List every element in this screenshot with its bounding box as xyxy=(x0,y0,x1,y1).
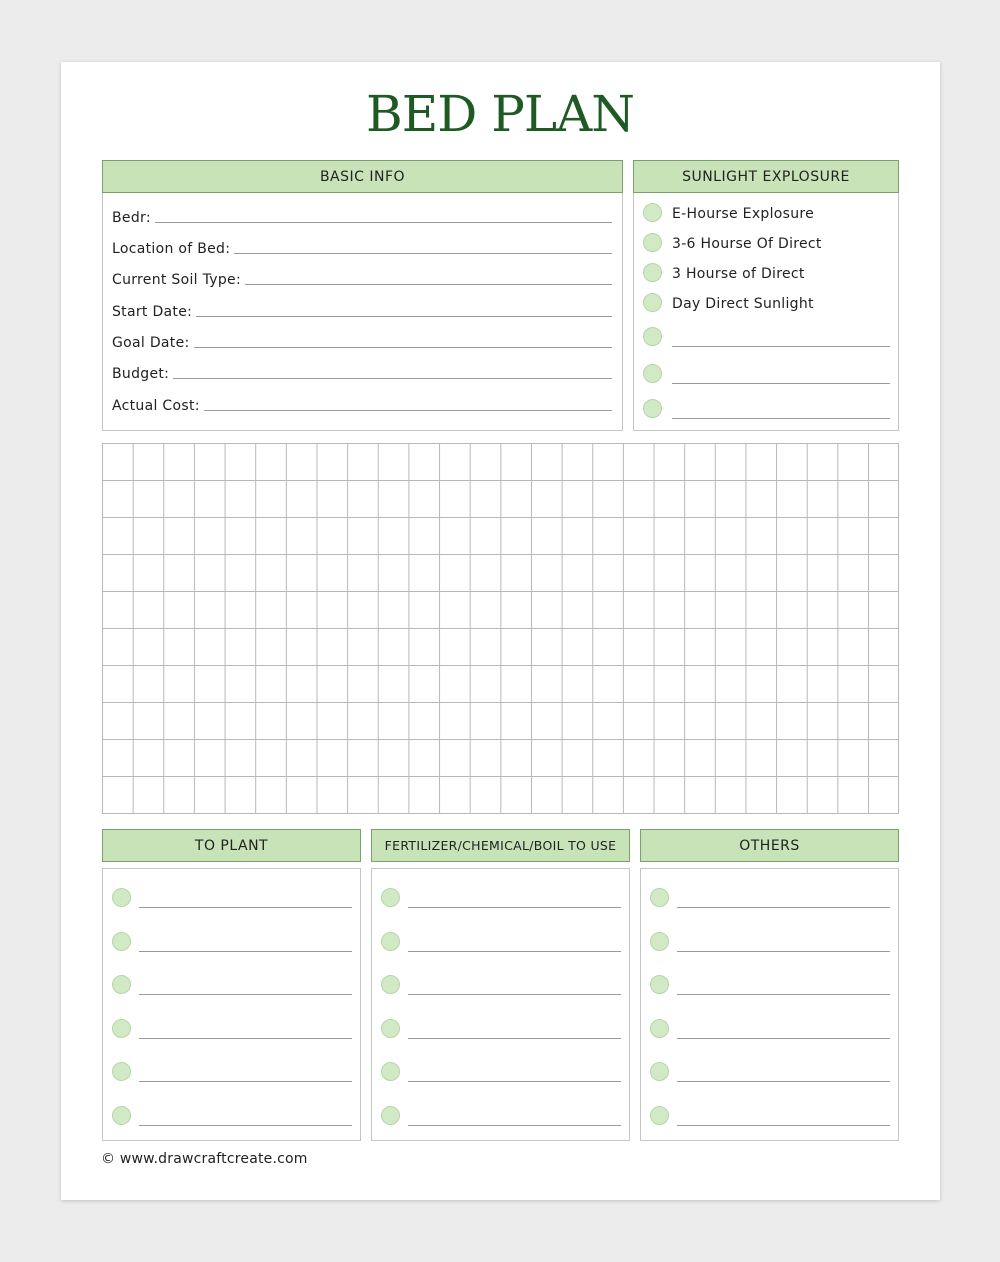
field-label: Location of Bed: xyxy=(112,241,231,257)
writing-line[interactable] xyxy=(139,994,352,995)
field-label: Start Date: xyxy=(112,304,193,320)
checkbox-circle[interactable] xyxy=(650,1106,669,1125)
to-plant-header: TO PLANT xyxy=(102,829,361,862)
checkbox-circle[interactable] xyxy=(381,1106,400,1125)
checkbox-circle[interactable] xyxy=(381,975,400,994)
field-label: Goal Date: xyxy=(112,335,190,351)
basic-info-header: BASIC INFO xyxy=(102,160,623,193)
writing-line[interactable] xyxy=(672,383,890,384)
page-title: BED PLAN xyxy=(366,85,634,143)
to-plant-panel xyxy=(102,868,361,1141)
writing-line[interactable] xyxy=(408,907,621,908)
writing-line[interactable] xyxy=(677,1125,890,1126)
others-panel xyxy=(640,868,899,1141)
writing-line[interactable] xyxy=(139,1125,352,1126)
field-budget[interactable] xyxy=(112,362,612,382)
field-label: Current Soil Type: xyxy=(112,272,241,288)
checkbox-circle[interactable] xyxy=(381,1062,400,1081)
field-label: Budget: xyxy=(112,366,170,382)
sunlight-header: SUNLIGHT EXPLOSURE xyxy=(633,160,899,193)
checkbox-circle[interactable] xyxy=(643,364,662,383)
field-location[interactable] xyxy=(112,237,612,257)
writing-line xyxy=(173,378,612,379)
writing-line[interactable] xyxy=(408,1125,621,1126)
sunlight-option: Day Direct Sunlight xyxy=(672,296,814,312)
checkbox-circle[interactable] xyxy=(643,203,662,222)
writing-line[interactable] xyxy=(139,1081,352,1082)
checkbox-circle[interactable] xyxy=(643,233,662,252)
checkbox-circle[interactable] xyxy=(112,1019,131,1038)
writing-line[interactable] xyxy=(677,907,890,908)
fertilizer-panel xyxy=(371,868,630,1141)
bed-layout-grid[interactable] xyxy=(102,443,899,814)
checkbox-circle[interactable] xyxy=(381,932,400,951)
writing-line[interactable] xyxy=(408,994,621,995)
writing-line xyxy=(194,347,612,348)
field-label: Bedr: xyxy=(112,210,151,226)
writing-line[interactable] xyxy=(408,1081,621,1082)
checkbox-circle[interactable] xyxy=(112,932,131,951)
field-bedr[interactable] xyxy=(112,206,612,226)
checkbox-circle[interactable] xyxy=(112,888,131,907)
writing-line xyxy=(196,316,612,317)
writing-line xyxy=(234,253,612,254)
writing-line[interactable] xyxy=(672,346,890,347)
footer-credit: © www.drawcraftcreate.com xyxy=(101,1151,308,1167)
writing-line[interactable] xyxy=(672,418,890,419)
sunlight-option: 3 Hourse of Direct xyxy=(672,266,805,282)
field-label: Actual Cost: xyxy=(112,398,200,414)
checkbox-circle[interactable] xyxy=(381,1019,400,1038)
checkbox-circle[interactable] xyxy=(650,975,669,994)
sunlight-option: 3-6 Hourse Of Direct xyxy=(672,236,822,252)
writing-line[interactable] xyxy=(408,1038,621,1039)
checkbox-circle[interactable] xyxy=(112,1062,131,1081)
writing-line[interactable] xyxy=(677,994,890,995)
checkbox-circle[interactable] xyxy=(112,975,131,994)
writing-line[interactable] xyxy=(139,1038,352,1039)
checkbox-circle[interactable] xyxy=(643,399,662,418)
checkbox-circle[interactable] xyxy=(650,888,669,907)
field-actual-cost[interactable] xyxy=(112,394,612,414)
field-goal-date[interactable] xyxy=(112,331,612,351)
others-header: OTHERS xyxy=(640,829,899,862)
checkbox-circle[interactable] xyxy=(643,293,662,312)
writing-line[interactable] xyxy=(677,951,890,952)
field-start-date[interactable] xyxy=(112,300,612,320)
writing-line[interactable] xyxy=(139,907,352,908)
writing-line xyxy=(245,284,612,285)
field-soil-type[interactable] xyxy=(112,268,612,288)
writing-line xyxy=(204,410,612,411)
writing-line[interactable] xyxy=(677,1038,890,1039)
checkbox-circle[interactable] xyxy=(643,327,662,346)
checkbox-circle[interactable] xyxy=(650,932,669,951)
writing-line xyxy=(155,222,612,223)
writing-line[interactable] xyxy=(408,951,621,952)
fertilizer-header: FERTILIZER/CHEMICAL/BOIL TO USE xyxy=(371,829,630,862)
checkbox-circle[interactable] xyxy=(381,888,400,907)
checkbox-circle[interactable] xyxy=(650,1019,669,1038)
writing-line[interactable] xyxy=(677,1081,890,1082)
checkbox-circle[interactable] xyxy=(643,263,662,282)
checkbox-circle[interactable] xyxy=(650,1062,669,1081)
sunlight-option: E-Hourse Explosure xyxy=(672,206,815,222)
checkbox-circle[interactable] xyxy=(112,1106,131,1125)
writing-line[interactable] xyxy=(139,951,352,952)
